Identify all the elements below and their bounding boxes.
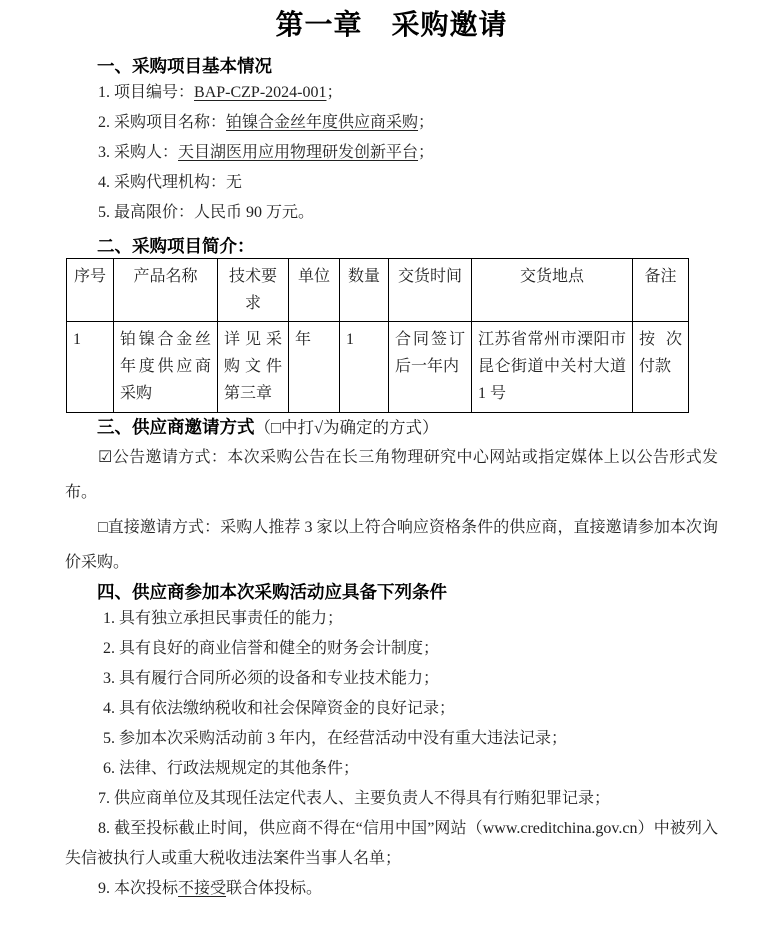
table-cell-seq: 1: [67, 322, 114, 413]
condition-item-2: 2. 具有良好的商业信誉和健全的财务会计制度；: [103, 640, 440, 657]
list-item-price-limit: [65, 198, 718, 228]
item-text: 9. 本次投标: [98, 880, 179, 897]
table-cell-tech: 详见采购文件第三章: [218, 322, 289, 413]
underlined-value: 铂镍合金丝年度供应商采购: [226, 114, 419, 131]
section-2-heading: 二、采购项目简介：: [97, 236, 255, 256]
section-3-heading-bold: 三、供应商邀请方式: [97, 417, 255, 437]
item-text: 联合体投标。: [226, 880, 323, 897]
section-3-heading: [65, 415, 718, 440]
item-text: ；: [326, 84, 343, 101]
underlined-value: BAP-CZP-2024-001: [194, 84, 327, 101]
table-header-cell-seq: 序号: [67, 259, 114, 322]
list-item-project-number: [65, 78, 718, 108]
table-header-cell-unit: 单位: [289, 259, 340, 322]
item-text: 3. 采购人：: [98, 144, 179, 161]
item-text: 1. 项目编号：: [98, 84, 195, 101]
item-text: 4. 采购代理机构：无: [98, 174, 243, 191]
table-header-cell-delivery-time: 交货时间: [389, 259, 472, 322]
table-cell-product: 铂镍合金丝年度供应商采购: [114, 322, 218, 413]
section-4-heading: 四、供应商参加本次采购活动应具备下列条件: [97, 582, 447, 602]
item-text: 2. 采购项目名称：: [98, 114, 227, 131]
table-row: [67, 322, 689, 413]
table-header-cell-delivery-place: 交货地点: [472, 259, 633, 322]
list-item-purchaser: [65, 138, 718, 168]
condition-item-8: 8. 截至投标截止时间，供应商不得在“信用中国”网站（www.creditchina.gov.cn）中被列入失信被执行人或重大税收违法案件当事人名单；: [65, 820, 718, 867]
table-cell-delivery-time: 合同签订后一年内: [389, 322, 472, 413]
list-item-project-name: [65, 108, 718, 138]
underlined-value: 不接受: [178, 880, 227, 897]
table-header-cell-tech: 技术要求: [218, 259, 289, 322]
underlined-value: 天目湖医用应用物理研发创新平台: [178, 144, 419, 161]
section-3-heading-note: （□中打√为确定的方式）: [254, 418, 439, 437]
condition-item-9: [65, 874, 718, 904]
item-text: 5. 最高限价：人民币 90 万元。: [98, 204, 315, 221]
paragraph-public-invitation: ☑公告邀请方式：本次采购公告在长三角物理研究中心网站或指定媒体上以公告形式发布。: [65, 449, 718, 501]
item-text: ；: [418, 144, 435, 161]
table-cell-unit: 年: [289, 322, 340, 413]
condition-item-6: 6. 法律、行政法规规定的其他条件；: [103, 760, 360, 777]
page-title: 第一章 采购邀请: [275, 9, 508, 40]
paragraph-direct-invitation: □直接邀请方式：采购人推荐 3 家以上符合响应资格条件的供应商，直接邀请参加本次询价采购。: [65, 519, 718, 571]
list-item-agency: [65, 168, 718, 198]
condition-item-1: 1. 具有独立承担民事责任的能力；: [103, 610, 344, 627]
table-header-cell-remark: 备注: [633, 259, 689, 322]
table-header-cell-product: 产品名称: [114, 259, 218, 322]
table-cell-delivery-place: 江苏省常州市溧阳市昆仑街道中关村大道1 号: [472, 322, 633, 413]
table-cell-remark: 按次付款: [633, 322, 689, 413]
table-header-row: [67, 259, 689, 322]
table-header-cell-qty: 数量: [340, 259, 389, 322]
condition-item-7: 7. 供应商单位及其现任法定代表人、主要负责人不得具有行贿犯罪记录；: [98, 790, 611, 807]
table-cell-qty: 1: [340, 322, 389, 413]
condition-item-5: 5. 参加本次采购活动前 3 年内，在经营活动中没有重大违法记录；: [103, 730, 568, 747]
item-text: ；: [418, 114, 435, 131]
condition-item-4: 4. 具有依法缴纳税收和社会保障资金的良好记录；: [103, 700, 456, 717]
section-1-heading: 一、采购项目基本情况: [97, 56, 272, 76]
products-table: [66, 258, 689, 413]
condition-item-3: 3. 具有履行合同所必须的设备和专业技术能力；: [103, 670, 440, 687]
